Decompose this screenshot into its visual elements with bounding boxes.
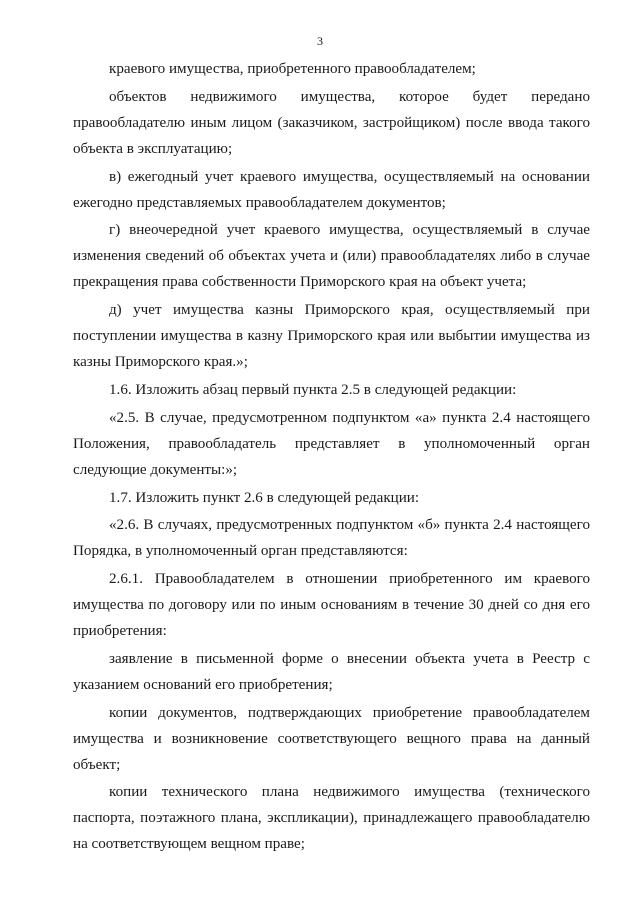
paragraph: 2.6.1. Правообладателем в отношении приобретенного им краевого имущества по договору или по иным основаниям в течение 30 дней со дня его приобретения: <box>73 571 590 640</box>
paragraph: д) учет имущества казны Приморского края, осуществляемый при поступлении имущества в казну Приморского края или выбытии имущества из казны Приморского края.»; <box>73 302 590 370</box>
page-number: 3 <box>317 34 323 48</box>
paragraph: в) ежегодный учет краевого имущества, осуществляемый на основании ежегодно представляемых правообладателем документов; <box>73 168 590 211</box>
paragraph: заявление в письменной форме о внесении объекта учета в Реестр с указанием оснований его приобретения; <box>73 650 590 693</box>
word: имущества, <box>300 88 376 105</box>
paragraph: копии технического плана недвижимого имущества (технического паспорта, поэтажного плана, экспликации), принадлежащего правообладателю на соответствующем вещном праве; <box>73 784 590 853</box>
document-body <box>73 57 590 858</box>
paragraph: «2.6. В случаях, предусмотренных подпунктом «б» пункта 2.4 настоящего Порядка, в уполномоченный орган представляются: <box>73 517 590 560</box>
paragraph: 1.7. Изложить пункт 2.6 в следующей редакции: <box>109 489 420 506</box>
word: объектов <box>109 88 167 105</box>
justified-line <box>73 85 590 111</box>
word: будет <box>472 88 508 105</box>
paragraph: правообладателю иным лицом (заказчиком, застройщиком) после ввода такого объекта в эксплуатацию; <box>73 114 590 157</box>
paragraph: г) внеочередной учет краевого имущества, осуществляемый в случае изменения сведений об объектах учета и (или) правообладателях либо в случае прекращения права собственности Приморского края на объект учета; <box>73 222 590 291</box>
word: недвижимого <box>190 88 277 105</box>
paragraph: «2.5. В случае, предусмотренном подпунктом «а» пункта 2.4 настоящего Положения, правообладатель представляет в уполномоченный орган следующие документы:»; <box>73 409 590 478</box>
paragraph: 1.6. Изложить абзац первый пункта 2.5 в следующей редакции: <box>109 381 517 398</box>
word: которое <box>399 88 449 105</box>
word: передано <box>531 88 590 105</box>
paragraph: копии документов, подтверждающих приобретение правообладателем имущества и возникновение соответствующего вещного права на данный объект; <box>73 704 590 773</box>
paragraph: краевого имущества, приобретенного правообладателем; <box>109 61 476 77</box>
